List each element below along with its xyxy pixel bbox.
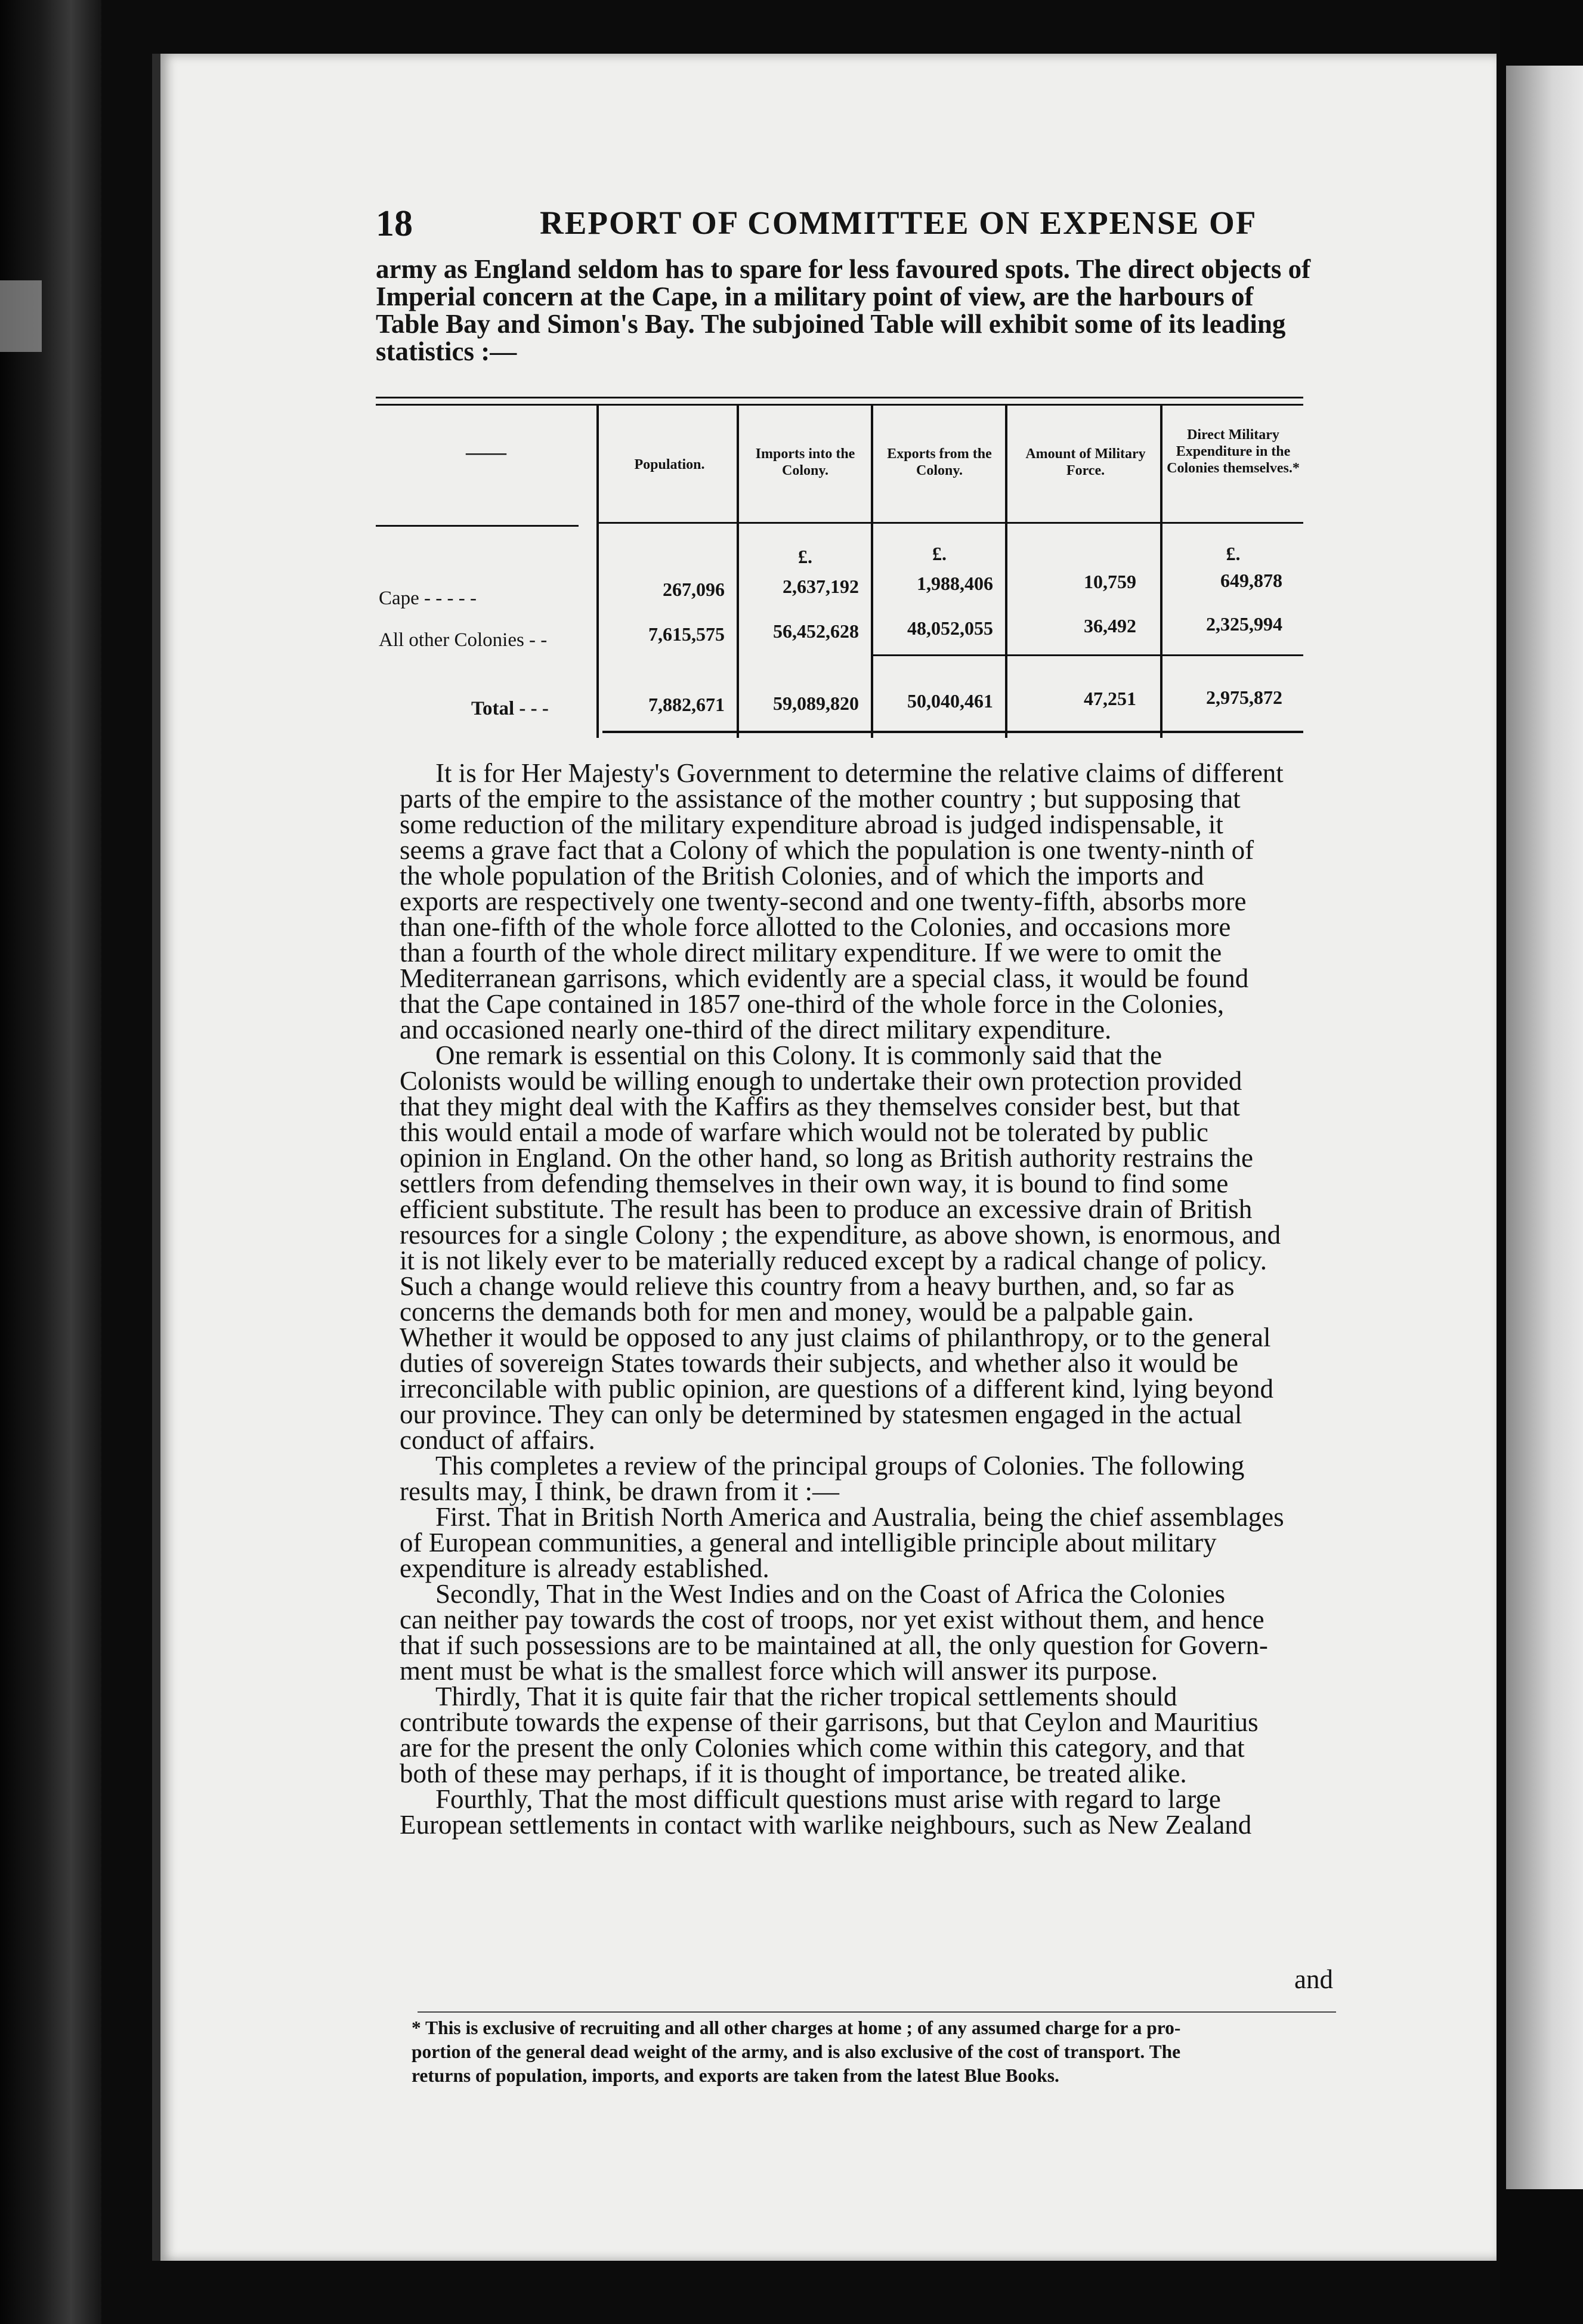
intro-line: Imperial concern at the Cape, in a military point of view, are the harbours of [376, 282, 1254, 311]
column-header-population: Population. [634, 457, 705, 472]
cell: 1,988,406 [917, 573, 993, 594]
column-header-imports: Imports into the Colony. [755, 446, 855, 478]
cell: 2,637,192 [783, 576, 859, 597]
column-header-military-force: Amount of Military Force. [1025, 446, 1146, 478]
body-line: than one-fifth of the whole force allotted to the Colonies, and occasions more [400, 912, 1231, 942]
cell: 2,325,994 [1206, 613, 1282, 635]
body-line: exports are respectively one twenty-second and one twenty-fifth, absorbs more [400, 886, 1247, 916]
body-line: it is not likely ever to be materially reduced except by a radical change of policy. [400, 1246, 1267, 1275]
row-label-cape: Cape - - - - - [379, 588, 477, 609]
body-line: First. That in British North America and Australia, being the chief assemblages [435, 1502, 1284, 1532]
body-line: settlers from defending themselves in their own way, it is bound to find some [400, 1169, 1229, 1198]
body-line: parts of the empire to the assistance of the mother country ; but supposing that [400, 784, 1241, 814]
unit-expenditure: £. [1226, 543, 1241, 564]
cell: 7,882,671 [648, 694, 725, 715]
cell: 48,052,055 [907, 617, 993, 639]
body-line: ment must be what is the smallest force which will answer its purpose. [400, 1656, 1158, 1686]
cell: 7,615,575 [648, 623, 725, 645]
row-label-other-colonies: All other Colonies - - [379, 629, 548, 651]
body-line: that the Cape contained in 1857 one-third of the whole force in the Colonies, [400, 989, 1225, 1019]
unit-exports: £. [932, 543, 947, 564]
body-line: It is for Her Majesty's Government to determine the relative claims of different [435, 758, 1284, 788]
body-line: concerns the demands both for men and money, would be a palpable gain. [400, 1297, 1194, 1327]
footnote [412, 2016, 1336, 2088]
column-header-expenditure: Direct Military Expenditure in the Colonies themselves.* [1167, 427, 1300, 476]
body-line: Secondly, That in the West Indies and on the Coast of Africa the Colonies [435, 1579, 1226, 1609]
body-line: results may, I think, be drawn from it :— [400, 1476, 839, 1506]
body-line: This completes a review of the principal groups of Colonies. The following [435, 1451, 1245, 1481]
footnote-line: portion of the general dead weight of the army, and is also exclusive of the cost of transport. The [412, 2041, 1181, 2062]
page-number: 18 [376, 203, 413, 244]
body-line: irreconcilable with public opinion, are questions of a different kind, lying beyond [400, 1374, 1274, 1404]
cell: 50,040,461 [907, 690, 993, 712]
body-line: this would entail a mode of warfare which would not be tolerated by public [400, 1117, 1208, 1147]
running-title: REPORT OF COMMITTEE ON EXPENSE OF [540, 205, 1257, 241]
header-blank: —— [466, 441, 506, 463]
body-line: Fourthly, That the most difficult questions must arise with regard to large [435, 1784, 1221, 1814]
body-line: Such a change would relieve this country from a heavy burthen, and, so far as [400, 1271, 1235, 1301]
body-line: and occasioned nearly one-third of the direct military expenditure. [400, 1015, 1112, 1044]
body-line: Mediterranean garrisons, which evidently are a special class, it would be found [400, 963, 1249, 993]
body-line: that if such possessions are to be maintained at all, the only question for Govern- [400, 1630, 1268, 1660]
row-label-total: Total - - - [471, 698, 549, 719]
footnote-rule [418, 2011, 1336, 2013]
cell: 36,492 [1084, 615, 1136, 636]
intro-line: army as England seldom has to spare for less favoured spots. The direct objects of [376, 254, 1311, 284]
unit-imports: £. [798, 546, 812, 567]
intro-paragraph [376, 255, 1330, 365]
body-line: opinion in England. On the other hand, so long as British authority restrains the [400, 1143, 1254, 1173]
body-line: are for the present the only Colonies which come within this category, and that [400, 1733, 1245, 1763]
scan-right-margin [1500, 0, 1583, 2324]
body-line: contribute towards the expense of their garrisons, but that Ceylon and Mauritius [400, 1707, 1259, 1737]
cell: 47,251 [1084, 688, 1136, 709]
body-line: Colonists would be willing enough to undertake their own protection provided [400, 1066, 1242, 1096]
body-line: resources for a single Colony ; the expenditure, as above shown, is enormous, and [400, 1220, 1281, 1250]
body-line: than a fourth of the whole direct military expenditure. If we were to omit the [400, 938, 1222, 968]
cell: 10,759 [1084, 571, 1136, 592]
cell: 649,878 [1220, 570, 1282, 591]
footnote-line: * This is exclusive of recruiting and all other charges at home ; of any assumed charge for a pro- [412, 2017, 1181, 2038]
intro-line: statistics :— [376, 336, 517, 366]
body-line: efficient substitute. The result has been to produce an excessive drain of British [400, 1194, 1253, 1224]
body-line: Whether it would be opposed to any just claims of philanthropy, or to the general [400, 1322, 1271, 1352]
body-text [400, 758, 1321, 1840]
statistics-table [376, 397, 1303, 743]
column-header-exports: Exports from the Colony. [887, 446, 992, 478]
body-line: conduct of affairs. [400, 1425, 595, 1455]
intro-line: Table Bay and Simon's Bay. The subjoined Table will exhibit some of its leading [376, 309, 1286, 339]
body-line: of European communities, a general and intelligible principle about military [400, 1528, 1217, 1557]
body-line: expenditure is already established. [400, 1553, 769, 1583]
body-line: Thirdly, That it is quite fair that the richer tropical settlements should [435, 1682, 1177, 1711]
body-line: European settlements in contact with warlike neighbours, such as New Zealand [400, 1810, 1252, 1840]
body-line: One remark is essential on this Colony. It is commonly said that the [435, 1040, 1162, 1070]
next-page-edge [1506, 66, 1583, 2189]
footnote-line: returns of population, imports, and exports are taken from the latest Blue Books. [412, 2065, 1059, 2086]
cell: 59,089,820 [773, 693, 859, 714]
catchword: and [1294, 1964, 1333, 1994]
cell: 2,975,872 [1206, 687, 1282, 708]
cell: 56,452,628 [773, 620, 859, 642]
body-line: that they might deal with the Kaffirs as they themselves consider best, but that [400, 1092, 1240, 1121]
facing-page-sliver [0, 280, 42, 352]
body-line: the whole population of the British Colonies, and of which the imports and [400, 861, 1204, 891]
body-line: can neither pay towards the cost of troops, nor yet exist without them, and hence [400, 1605, 1264, 1634]
body-line: some reduction of the military expenditure abroad is judged indispensable, it [400, 809, 1223, 839]
body-line: both of these may perhaps, if it is thought of importance, be treated alike. [400, 1759, 1187, 1788]
scan-left-margin [0, 0, 101, 2324]
body-line: seems a grave fact that a Colony of which the population is one twenty-ninth of [400, 835, 1254, 865]
body-line: our province. They can only be determined by statesmen engaged in the actual [400, 1399, 1242, 1429]
body-line: duties of sovereign States towards their subjects, and whether also it would be [400, 1348, 1238, 1378]
cell: 267,096 [663, 579, 725, 600]
